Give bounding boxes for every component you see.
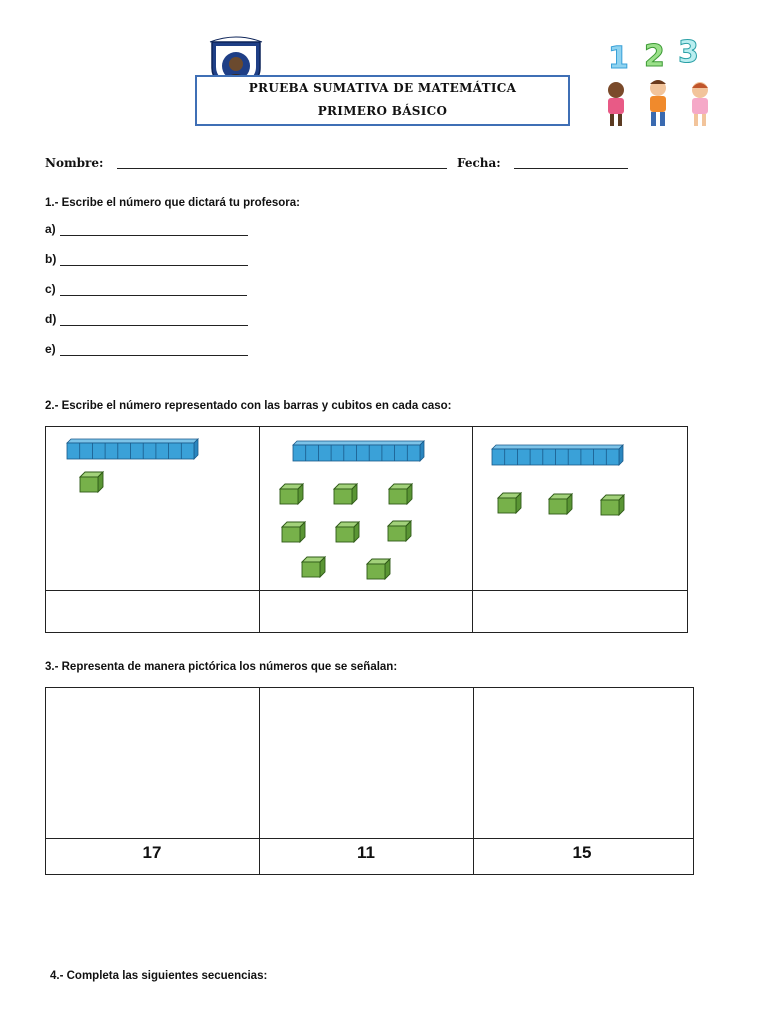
unit-cube (80, 472, 103, 492)
grade-subtitle: PRIMERO BÁSICO (317, 104, 448, 118)
answer-a-line[interactable] (60, 235, 248, 236)
unit-cube (280, 484, 303, 504)
drawing-cell-3[interactable] (474, 688, 693, 837)
name-field[interactable] (117, 168, 447, 169)
ten-rod (293, 441, 424, 461)
answer-d-line[interactable] (60, 325, 248, 326)
table-divider (45, 838, 694, 839)
test-title: PRUEBA SUMATIVA DE MATEMÁTICA (248, 81, 517, 95)
answer-cell-case-3[interactable] (473, 591, 687, 632)
question-3-title: 3.- Representa de manera pictórica los números que se señalan: (45, 661, 398, 673)
question-1-title: 1.- Escribe el número que dictará tu profesora: (45, 197, 300, 209)
answer-c-label: c) (45, 282, 56, 296)
answer-c-line[interactable] (60, 295, 247, 296)
unit-cube (498, 493, 521, 513)
answer-e-line[interactable] (60, 355, 248, 356)
unit-cube (336, 522, 359, 542)
target-number-1: 17 (142, 843, 162, 862)
svg-text:1: 1 (608, 41, 629, 76)
target-number-3: 15 (572, 843, 592, 862)
answer-b-line[interactable] (60, 265, 248, 266)
answer-cell-case-1[interactable] (46, 591, 258, 632)
date-label: Fecha: (457, 156, 501, 170)
svg-text:3: 3 (678, 38, 699, 70)
ten-rod (492, 445, 623, 465)
unit-cube (282, 522, 305, 542)
target-number-2: 11 (357, 843, 375, 862)
ten-rod (67, 439, 198, 459)
unit-cube (388, 521, 411, 541)
answer-e-label: e) (45, 342, 56, 356)
name-label: Nombre: (45, 156, 104, 170)
answer-a-label: a) (45, 222, 56, 236)
title-box (195, 75, 570, 126)
question-2-title: 2.- Escribe el número representado con las barras y cubitos en cada caso: (45, 400, 452, 412)
svg-text:2: 2 (644, 39, 665, 74)
unit-cube (389, 484, 412, 504)
date-field[interactable] (514, 168, 628, 169)
unit-cube (334, 484, 357, 504)
drawing-cell-1[interactable] (46, 688, 258, 837)
unit-cube (549, 494, 572, 514)
kids-numbers-illustration (596, 38, 726, 130)
answer-b-label: b) (45, 252, 57, 266)
drawing-cell-2[interactable] (260, 688, 472, 837)
unit-cube (367, 559, 390, 579)
unit-cube (302, 557, 325, 577)
answer-cell-case-2[interactable] (260, 591, 471, 632)
answer-d-label: d) (45, 312, 57, 326)
base-ten-blocks-drawing (45, 427, 688, 590)
unit-cube (601, 495, 624, 515)
question-4-title: 4.- Completa las siguientes secuencias: (50, 970, 268, 982)
